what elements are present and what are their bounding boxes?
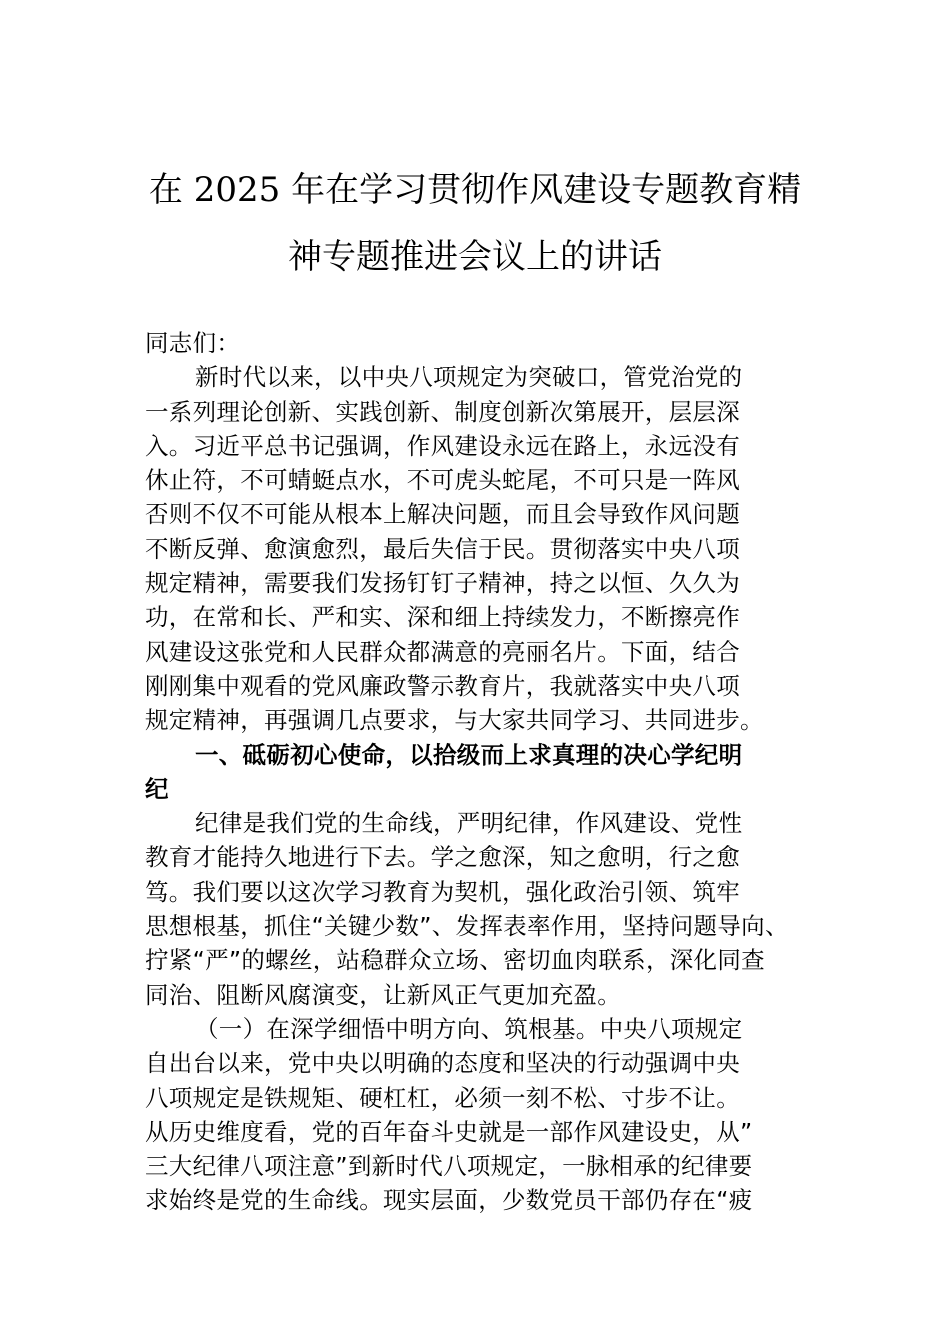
body-line: 拧紧“严”的螺丝，站稳群众立场、密切血肉联系，深化同查 (145, 946, 765, 975)
body-line: 风建设这张党和人民群众都满意的亮丽名片。下面，结合 (145, 637, 740, 666)
body-line: 同治、阻断风腐演变，让新风正气更加充盈。 (145, 980, 621, 1009)
body-line: 休止符，不可蜻蜓点水，不可虎头蛇尾，不可只是一阵风 (145, 466, 740, 495)
body-line: 否则不仅不可能从根本上解决问题，而且会导致作风问题 (145, 500, 740, 529)
body-line: 一系列理论创新、实践创新、制度创新次第展开，层层深 (145, 397, 740, 426)
body-line: 三大纪律八项注意”到新时代八项规定，一脉相承的纪律要 (145, 1152, 753, 1181)
document-body (145, 326, 810, 1218)
body-line: 功，在常和长、严和实、深和细上持续发力，不断擦亮作 (145, 603, 740, 632)
salutation: 同志们： (145, 329, 241, 357)
body-line: 教育才能持久地进行下去。学之愈深，知之愈明，行之愈 (145, 843, 740, 872)
body-line: 求始终是党的生命线。现实层面，少数党员干部仍存在“疲 (145, 1186, 753, 1215)
body-line: 新时代以来，以中央八项规定为突破口，管党治党的 (195, 363, 743, 392)
body-line: 入。习近平总书记强调，作风建设永远在路上，永远没有 (145, 431, 740, 460)
body-line: 规定精神，需要我们发扬钉钉子精神，持之以恒、久久为 (145, 569, 740, 598)
document-title-line-1: 在 2025 年在学习贯彻作风建设专题教育精 (148, 170, 802, 210)
body-line: 刚刚集中观看的党风廉政警示教育片，我就落实中央八项 (145, 671, 740, 700)
body-line: 八项规定是铁规矩、硬杠杠，必须一刻不松、寸步不让。 (145, 1083, 740, 1112)
section-heading: 一、砥砺初心使命，以拾级而上求真理的决心学纪明 (195, 740, 743, 769)
body-line: 不断反弹、愈演愈烈，最后失信于民。贯彻落实中央八项 (145, 534, 740, 563)
body-line: 思想根基，抓住“关键少数”、发挥表率作用，坚持问题导向、 (145, 912, 789, 941)
document-title-line-2: 神专题推进会议上的讲话 (288, 237, 662, 277)
body-line: 规定精神，再强调几点要求，与大家共同学习、共同进步。 (145, 706, 764, 735)
subsection-line: （一）在深学细悟中明方向、筑根基。中央八项规定 (195, 1014, 743, 1043)
body-line: 纪律是我们党的生命线，严明纪律，作风建设、党性 (195, 809, 743, 838)
body-line: 笃。我们要以这次学习教育为契机，强化政治引领、筑牢 (145, 877, 740, 906)
body-line: 从历史维度看，党的百年奋斗史就是一部作风建设史，从” (145, 1117, 753, 1146)
body-line: 自出台以来，党中央以明确的态度和坚决的行动强调中央 (145, 1049, 740, 1078)
section-heading: 纪 (145, 774, 169, 803)
